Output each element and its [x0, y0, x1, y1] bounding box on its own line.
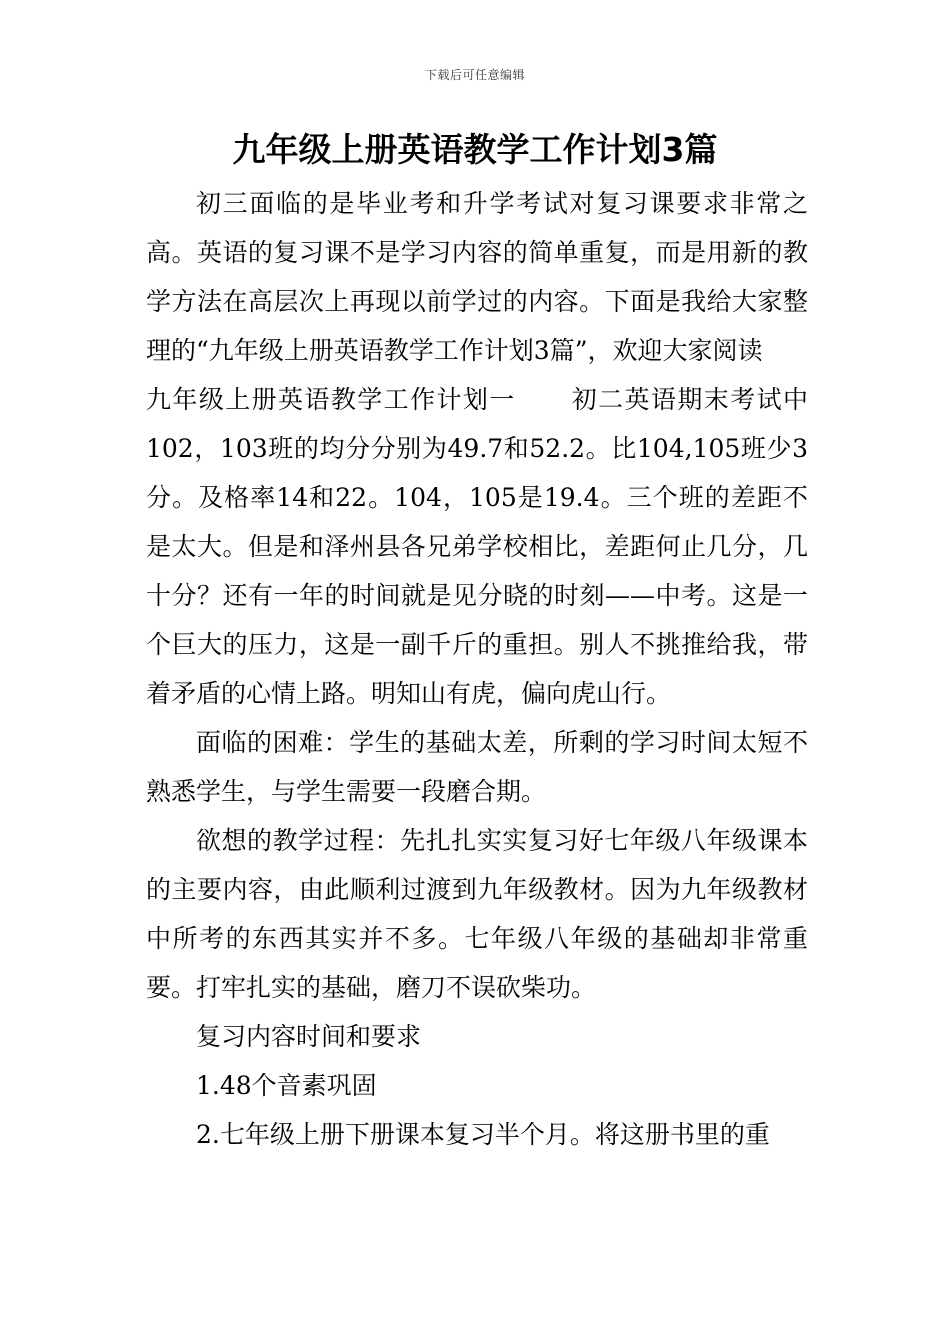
header-note: 下载后可任意编辑: [424, 68, 525, 82]
review-heading: 复习内容时间和要求: [196, 1022, 422, 1051]
process-paragraph: 欲想的教学过程：先扎扎实实复习好七年级八年级课本的主要内容，由此顺利过渡到九年级教材。因为九年级教材中所考的东西其实并不多。七年级八年级的基础却非常重要。打牢扎实的基础，磨刀不误砍柴功。: [146, 826, 808, 1002]
list-item-1: 1.48个音素巩固: [196, 1071, 377, 1100]
document-body: [146, 179, 808, 1159]
section-1-lead: 初二英语期末考试中102，103班的均分分别为49.7和52.2。比104,105班少3分。及格率14和22。104，105是19.4。三个班的差距不是太大。但是和泽州县各兄弟学校相比，差距何止几分，几十分？还有一年的时间就是见分晓的时刻——中考。这是一个巨大的压力，这是一副千斤的重担。别人不挑推给我，带着矛盾的心情上路。明知山有虎，偏向虎山行。: [146, 385, 808, 708]
intro-paragraph: 初三面临的是毕业考和升学考试对复习课要求非常之高。英语的复习课不是学习内容的简单重复，而是用新的教学方法在高层次上再现以前学过的内容。下面是我给大家整理的“九年级上册英语教学工作计划3篇”，欢迎大家阅读: [146, 189, 808, 365]
section-1-heading: 九年级上册英语教学工作计划一: [146, 385, 516, 414]
list-item-2: 2.七年级上册下册课本复习半个月。将这册书里的重: [196, 1120, 770, 1149]
document-title: 九年级上册英语教学工作计划3篇: [232, 130, 718, 169]
difficulty-paragraph: 面临的困难：学生的基础太差，所剩的学习时间太短不熟悉学生，与学生需要一段磨合期。: [146, 728, 808, 806]
section-1-paragraph: [146, 375, 808, 718]
